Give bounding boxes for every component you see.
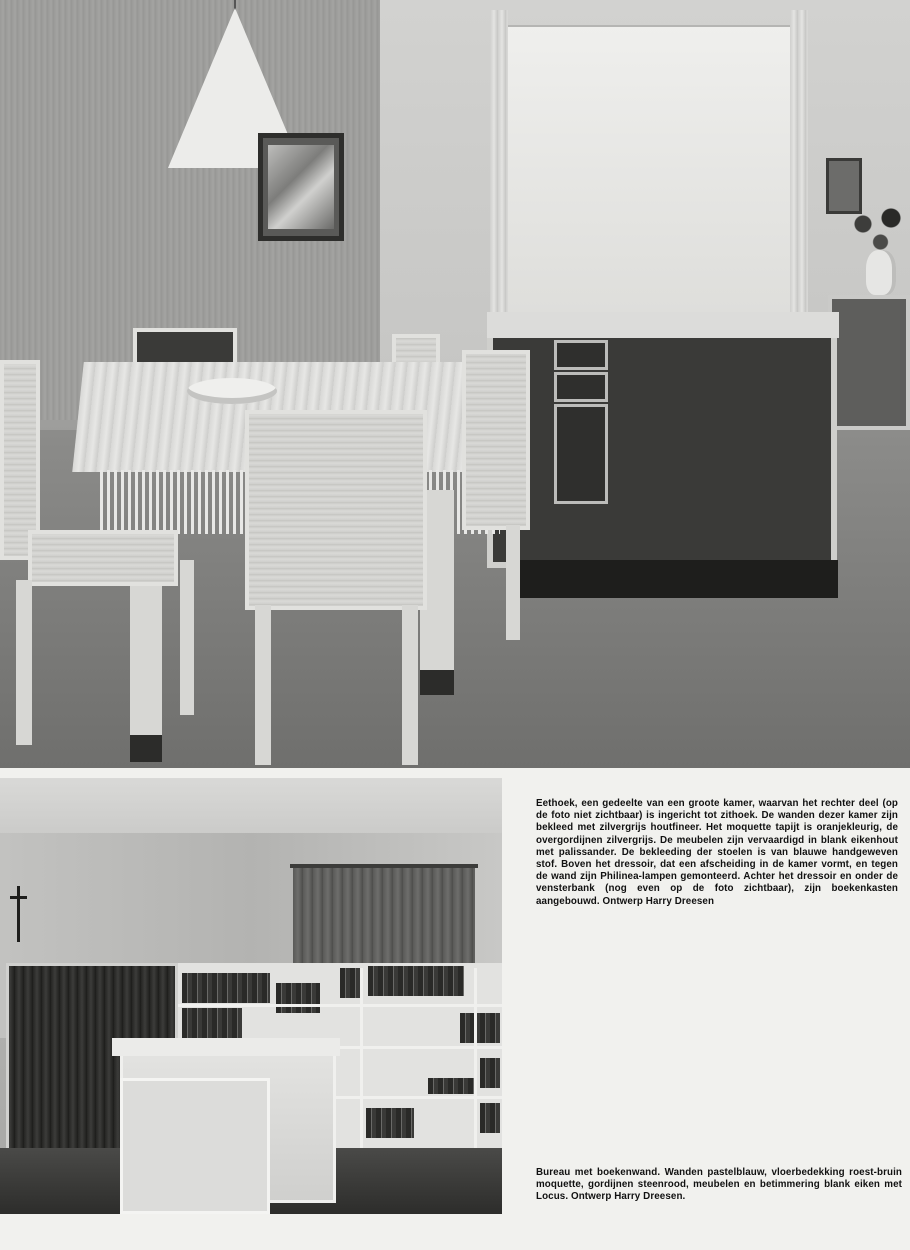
desk-top bbox=[112, 1038, 340, 1056]
sideboard-drawer bbox=[554, 340, 608, 370]
curtain-left bbox=[490, 10, 508, 325]
chair-leg bbox=[255, 605, 271, 765]
chair-left-seat bbox=[28, 530, 178, 586]
book-row bbox=[480, 1103, 500, 1133]
book-row bbox=[428, 1078, 474, 1094]
curtain-right bbox=[790, 10, 808, 325]
book-row bbox=[276, 983, 320, 1013]
chair-leg bbox=[506, 525, 520, 640]
chair-right bbox=[462, 350, 530, 530]
book-row bbox=[182, 973, 270, 1003]
bookshelf-right bbox=[828, 295, 910, 430]
chair-leg bbox=[402, 605, 418, 765]
chair-leg bbox=[180, 560, 194, 715]
ceiling bbox=[0, 778, 502, 838]
table-leg-foot bbox=[130, 735, 162, 762]
chair-leg bbox=[16, 580, 32, 745]
sideboard bbox=[487, 318, 837, 568]
book-row bbox=[480, 1058, 500, 1088]
book-row bbox=[460, 1013, 500, 1043]
book-row bbox=[368, 966, 464, 996]
study-caption: Bureau met boekenwand. Wanden pastelblauw, vloerbedekking roest-bruin moquette, gordijnen steenrood, meubelen en betimmering blank eiken met Locus. Ontwerp Harry Dreesen. bbox=[536, 1167, 902, 1203]
sideboard-plinth bbox=[520, 560, 838, 598]
book-row bbox=[366, 1108, 414, 1138]
crucifix bbox=[10, 896, 27, 899]
curtains bbox=[293, 868, 475, 964]
study-photo bbox=[0, 778, 502, 1214]
book-row bbox=[182, 1008, 242, 1038]
dining-caption: Eethoek, een gedeelte van een groote kamer, waarvan het rechter deel (op de foto niet zichtbaar) is ingericht tot zithoek. De wanden dezer kamer zijn bekleed met zilvergrijs houtfineer. Het moquette tapijt is oranjekleurig, de overgordijnen zilvergrijs. De meubelen zijn vervaardigd in blank eikenhout met palissander. De bekleeding der stoelen is van blauwe handgeweven stof. Boven het dressoir, dat een afscheiding in de kamer vormt, en tegen de wand zijn Philinea-lampen gemonteerd. Achter het dressoir en onder de vensterbank (nog even op de foto zichtbaar), zijn boekenkasten aangebouwd. Ontwerp Harry Dreesen bbox=[536, 798, 898, 907]
shelf-divider bbox=[474, 968, 477, 1158]
flower-vase bbox=[866, 250, 896, 295]
sideboard-door bbox=[554, 404, 608, 504]
desk-cabinet bbox=[120, 1078, 270, 1214]
chair-front bbox=[245, 410, 427, 610]
book-row bbox=[340, 968, 360, 998]
window bbox=[505, 25, 805, 315]
shelf-board bbox=[178, 1004, 502, 1007]
table-leg-foot bbox=[420, 670, 454, 695]
wall-painting bbox=[258, 133, 344, 241]
crucifix bbox=[17, 886, 20, 942]
fruit-bowl bbox=[187, 378, 277, 404]
sideboard-top bbox=[487, 312, 839, 338]
shelf-divider bbox=[360, 968, 363, 1158]
sideboard-drawer bbox=[554, 372, 608, 402]
